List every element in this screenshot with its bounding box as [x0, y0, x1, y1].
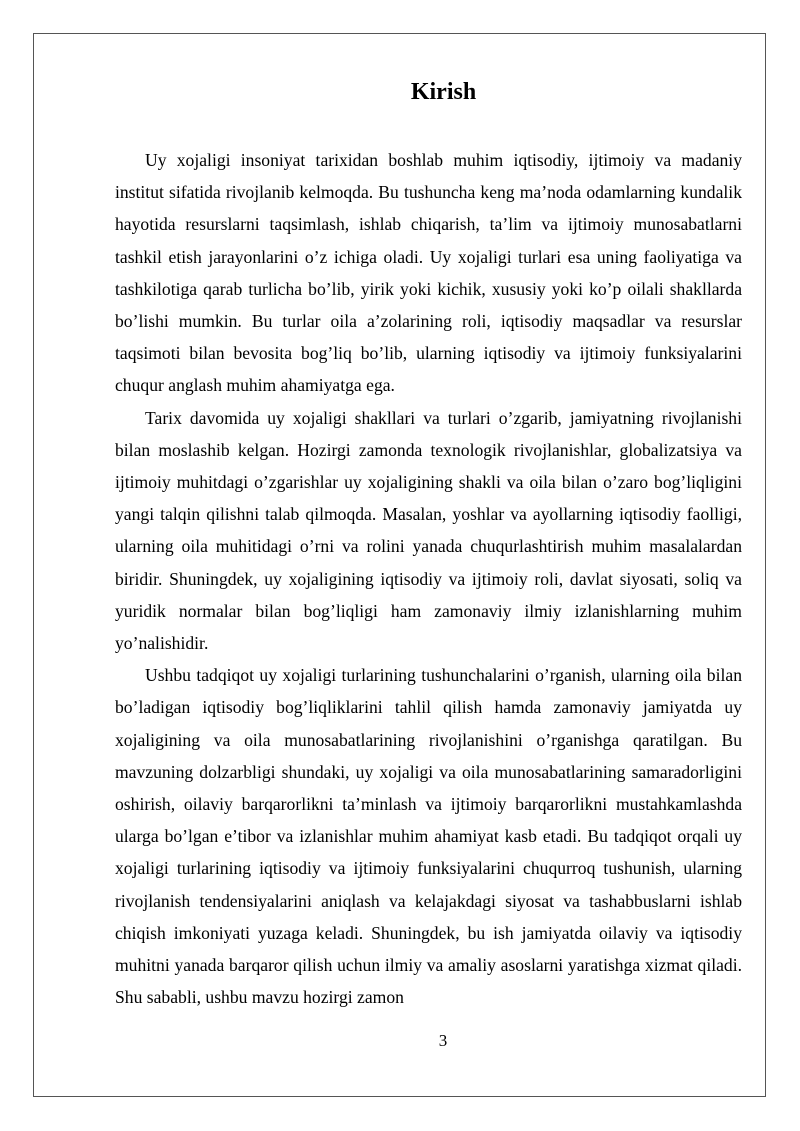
- paragraph-3: Ushbu tadqiqot uy xojaligi turlarining tushunchalarini o’rganish, ularning oila bilan bo’ladigan iqtisodiy bog’liqliklarini tahlil qilish hamda zamonaviy jamiyatda uy xojaligining va oila munosabatlarining rivojlanishini o’rganishga qaratilgan. Bu mavzuning dolzarbligi shundaki, uy xojaligi va oila munosabatlarining samaradorligini oshirish, oilaviy barqarorlikni ta’minlash va ijtimoiy barqarorlikni mustahkamlashda ularga bo’lgan e’tibor va izlanishlar muhim ahamiyat kasb etadi. Bu tadqiqot orqali uy xojaligi turlarining iqtisodiy va ijtimoiy funksiyalarini chuqurroq tushunish, ularning rivojlanish tendensiyalarini aniqlash va kelajakdagi siyosat va tashabbuslarni ishlab chiqish imkoniyati yuzaga keladi. Shuningdek, bu ish jamiyatda oilaviy va iqtisodiy muhitni yanada barqaror qilish uchun ilmiy va amaliy asoslarni yaratishga xizmat qiladi. Shu sababli, ushbu mavzu hozirgi zamon: [115, 665, 742, 1008]
- page-number: 3: [438, 1031, 448, 1050]
- page-title: Kirish: [410, 79, 477, 105]
- paragraph-2: Tarix davomida uy xojaligi shakllari va turlari o’zgarib, jamiyatning rivojlanishi bilan moslashib kelgan. Hozirgi zamonda texnologik rivojlanishlar, globalizatsiya va ijtimoiy muhitdagi o’zgarishlar uy xojaligining shakli va oila bilan o’zaro bog’liqligini yangi talqin qilishni talab qilmoqda. Masalan, yoshlar va ayollarning iqtisodiy faolligi, ularning oila muhitidagi o’rni va rolini yanada chuqurlashtirish muhim masalalardan biridir. Shuningdek, uy xojaligining iqtisodiy va ijtimoiy roli, davlat siyosati, soliq va yuridik normalar bilan bog’liqligi ham zamonaviy ilmiy izlanishlarning muhim yo’nalishidir.: [115, 407, 742, 654]
- document-body: [115, 74, 742, 1013]
- paragraph-1: Uy xojaligi insoniyat tarixidan boshlab muhim iqtisodiy, ijtimoiy va madaniy institut sifatida rivojlanib kelmoqda. Bu tushuncha keng ma’noda odamlarning kundalik hayotida resurslarni taqsimlash, ishlab chiqarish, ta’lim va ijtimoiy munosabatlarni tashkil etish jarayonlarini o’z ichiga oladi. Uy xojaligi turlari esa uning faoliyatiga va tashkilotiga qarab turlicha bo’lib, yirik yoki kichik, xususiy yoki ko’p oilali shakllarda bo’lishi mumkin. Bu turlar oila a’zolarining roli, iqtisodiy maqsadlar va resurslar taqsimoti bilan bevosita bog’liq bo’lib, ularning iqtisodiy va ijtimoiy funksiyalarini chuqur anglash muhim ahamiyatga ega.: [115, 150, 742, 396]
